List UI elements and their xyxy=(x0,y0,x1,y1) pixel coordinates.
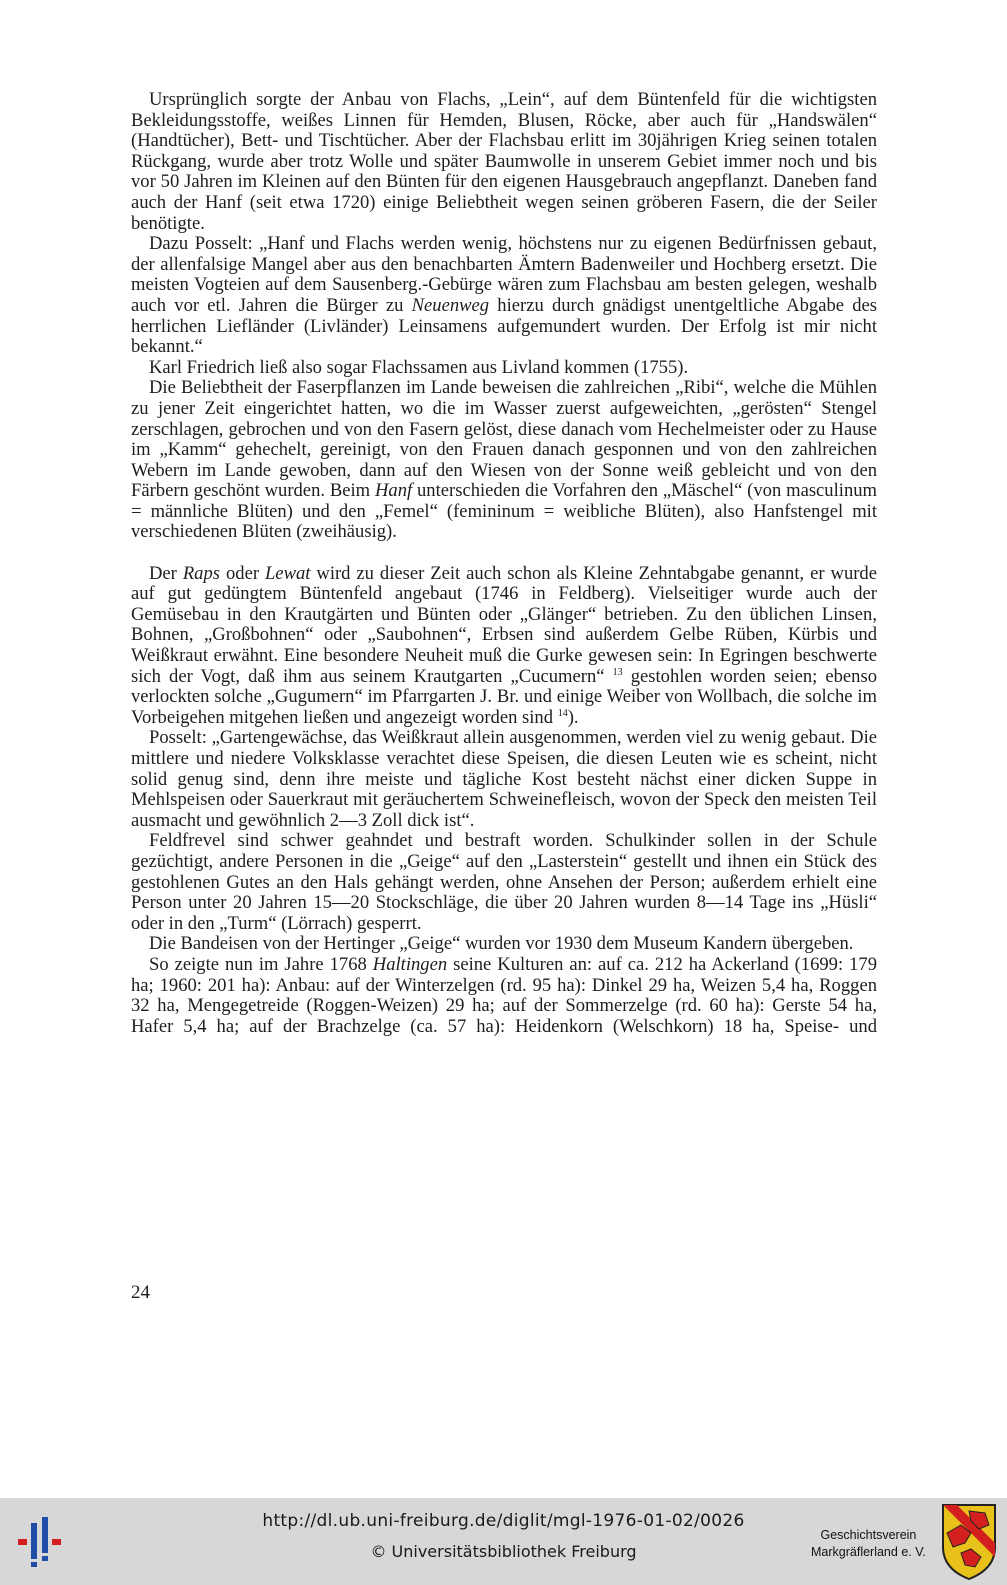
text-run: hierzu durch gnädigst unentgeltliche Abgabe des herrlichen Liefländer (Livländer) Leinsamens aufgemundert wurden. Der Erfolg ist mir nicht bekannt.“ xyxy=(131,294,877,358)
footer-copyright: © Universitätsbibliothek Freiburg xyxy=(370,1542,637,1561)
paragraph xyxy=(131,934,877,955)
paragraph xyxy=(131,358,877,379)
page-body xyxy=(131,90,877,1037)
paragraph xyxy=(131,831,877,934)
paragraph xyxy=(131,234,877,358)
coat-of-arms-icon xyxy=(941,1503,997,1581)
text-run: wird zu dieser Zeit auch schon als Kleine Zehntabgabe genannt, er wurde auf gut gedüngtem Büntenfeld angebaut (1746 in Feldberg). Vielseitiger wurde auch der Gemüsebau in den Krautgärten und Bünten oder „Glänger“ betrieben. Zu den üblichen Linsen, Bohnen, „Großbohnen“ oder „Saubohnen“, Erbsen sind außerdem Gelbe Rüben, Kürbis und Weißkraut erwähnt. Eine besondere Neuheit muß die Gurke gewesen sein: In Egringen beschwerte sich der Vogt, daß ihm aus seinem Krautgarten „Cucumern“ xyxy=(131,562,877,687)
page-number: 24 xyxy=(131,1282,150,1303)
text-run: So zeigte nun im Jahre 1768 xyxy=(149,953,373,975)
society-name-line1: Geschichtsverein xyxy=(820,1528,917,1542)
italic-term: Neuenweg xyxy=(411,294,490,316)
text-run: gestohlen worden seien; ebenso verlockten solche „Gugumern“ im Pfarrgarten J. Br. und einige Weiber von Wollbach, die solche im Vorbeigehen mitgehen ließen und angezeigt worden sind xyxy=(131,665,878,728)
paragraph xyxy=(131,378,877,543)
text-run: oder xyxy=(220,562,265,584)
italic-term: Haltingen xyxy=(372,953,448,975)
text-run: Feldfrevel sind schwer geahndet und bestraft worden. Schulkinder sollen in der Schule gezüchtigt, andere Personen in die „Geige“ auf den „Lasterstein“ gestellt und ihnen ein Stück des gestohlenen Gutes an den Hals gehängt werden, ohne Ansehen der Person; außerdem erhielt eine Person unter 20 Jahren 15—20 Stockschläge, die über 20 Jahren wurden 8—14 Tage ins „Hüsli“ oder in den „Turm“ (Lörrach) gesperrt. xyxy=(131,830,877,934)
paragraph xyxy=(131,955,877,1037)
text-run: Der xyxy=(149,562,183,584)
footnote-marker: 13 xyxy=(612,666,623,678)
text-run: Posselt: „Gartengewächse, das Weißkraut allein ausgenommen, werden viel zu wenig gebaut. Die mittlere und niedere Volksklasse verachtet diese Speisen, die diesen Leuten wie es scheint, nicht solid genug sind, denn ihre meiste und tägliche Kost besteht nächst einer dicken Suppe in Mehlspeisen oder Sauerkraut mit geräuchertem Schweinefleisch, wovon der Speck den meisten Teil ausmacht und gewöhnlich 2—3 Zoll dick ist“. xyxy=(131,727,877,831)
paragraph xyxy=(131,564,877,729)
text-run: Ursprünglich sorgte der Anbau von Flachs, „Lein“, auf dem Büntenfeld für die wichtigsten Bekleidungsstoffe, weißes Linnen für Hemden, Blusen, Röcke, aber auch für „Handswälen“ (Handtücher), Bett- und Tischtücher. Aber der Flachsbau erlitt im 30jährigen Krieg seinen totalen Rückgang, wurde aber trotz Wolle und später Baumwolle in unserem Gebiet immer noch und bis vor 50 Jahren im Kleinen auf den Bünten für den eigenen Hausgebrauch angepflanzt. Daneben fand auch der Hanf (seit etwa 1720) einige Beliebtheit wegen seinen gröberen Fasern, die der Seiler benötigte. xyxy=(131,89,877,234)
text-run: Dazu Posselt: „Hanf und Flachs werden wenig, höchstens nur zu eigenen Bedürfnissen gebaut, der allenfalsige Mangel aber aus den benachbarten Ämtern Badenweiler und Hochberg ersetzt. Die meisten Vogteien auf dem Sausenberg.-Gebürge wären zum Flachsbau am besten gelegen, weshalb auch vor etl. Jahren die Bürger zu xyxy=(131,233,877,316)
text-run: ). xyxy=(567,706,579,728)
text-run: seine Kulturen an: auf ca. 212 ha Ackerland (1699: 179 ha; 1960: 201 ha): Anbau: auf der Winterzelgen (rd. 95 ha): Dinkel 29 ha, Weizen 5,4 ha, Roggen 32 ha, Mengegetreide (Roggen-Weizen) 29 ha; auf der Sommerzelge (rd. 60 ha): Gerste 54 ha, Hafer 5,4 ha; auf der Brachzelge (ca. 57 ha): Heidenkorn (Welschkorn) 18 ha, Speise- und xyxy=(131,953,877,1037)
italic-term: Lewat xyxy=(264,562,311,584)
paragraph xyxy=(131,90,877,234)
footnote-marker: 14 xyxy=(557,707,568,719)
text-run: unterschieden die Vorfahren den „Mäschel“ (von masculinum = männliche Blüten) und den „Femel“ (femininum = weibliche Blüten), also Hanfstengel mit verschiedenen Blüten (zweihäusig). xyxy=(131,480,877,543)
society-name xyxy=(811,1527,926,1561)
footer-bar xyxy=(0,1498,1007,1585)
text-run: Die Bandeisen von der Hertinger „Geige“ wurden vor 1930 dem Museum Kandern übergeben. xyxy=(149,933,854,955)
paragraph-gap xyxy=(131,543,877,564)
italic-term: Raps xyxy=(182,562,221,584)
society-name-line2: Markgräflerland e. V. xyxy=(811,1545,926,1559)
text-run: Die Beliebtheit der Faserpflanzen im Lande beweisen die zahlreichen „Ribi“, welche die Mühlen zu jener Zeit eingerichtet hatten, wo die im Wasser zuerst aufgeweichten, „gerösten“ Stengel zerschlagen, gebrochen und von den Fasern gelöst, diese danach vom Hechelmeister oder zu Hause im „Kamm“ gehechelt, gereinigt, von den Frauen danach gesponnen und von den zahlreichen Webern im Lande gewoben, dann auf den Wiesen von der Sonne weiß gebleicht und von den Färbern geschönt wurden. Beim xyxy=(131,377,877,502)
paragraph xyxy=(131,728,877,831)
footer-url-link[interactable]: http://dl.ub.uni-freiburg.de/diglit/mgl-1976-01-02/0026 xyxy=(262,1511,745,1531)
italic-term: Hanf xyxy=(374,480,413,502)
text-run: Karl Friedrich ließ also sogar Flachssamen aus Livland kommen (1755). xyxy=(149,356,689,378)
